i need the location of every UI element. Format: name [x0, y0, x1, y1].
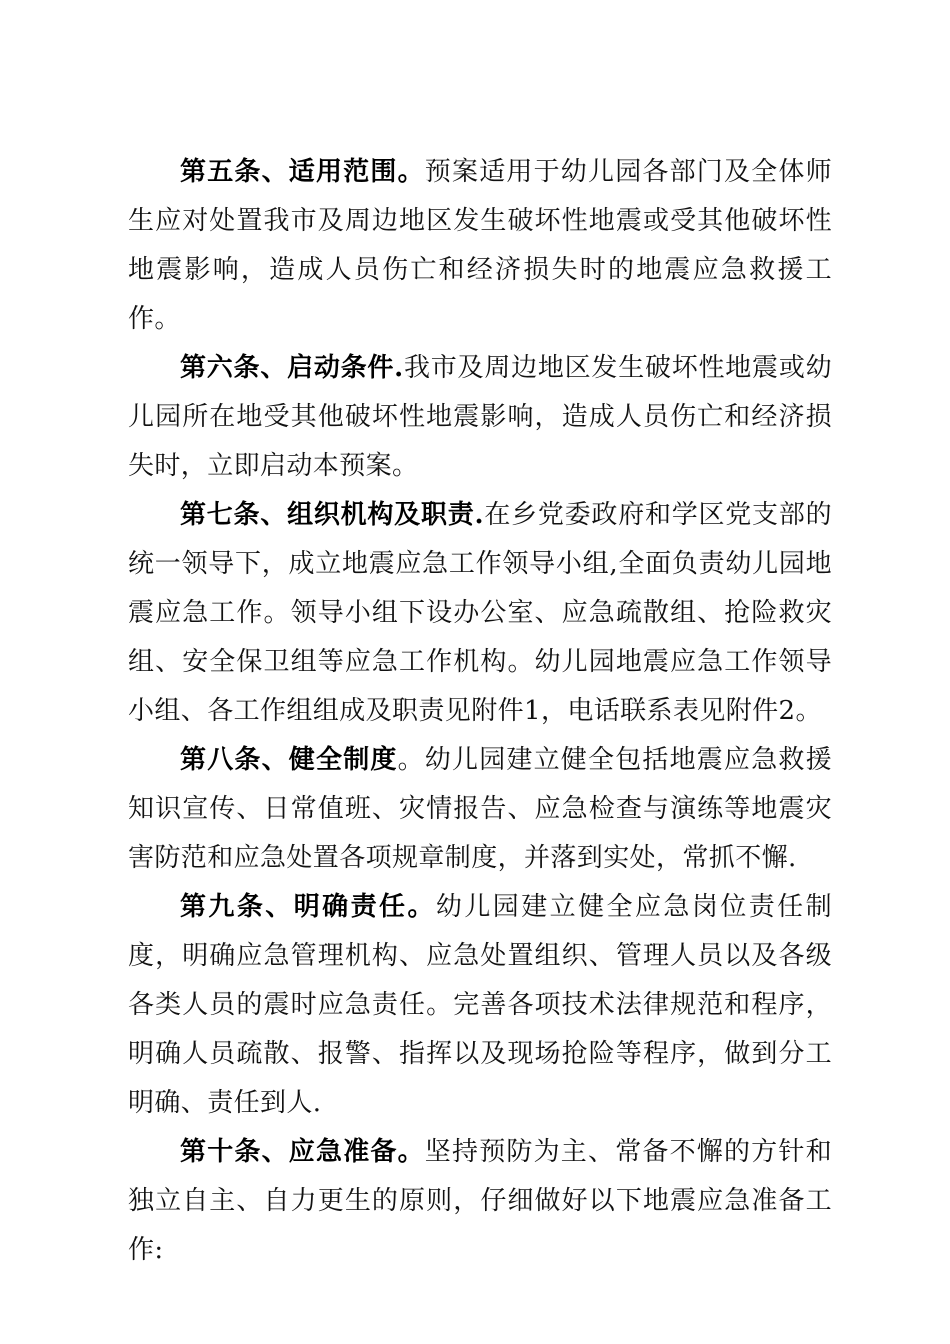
article-10-text: 坚持预防为主、常备不懈的方针和独立自主、自力更生的原则，仔细做好以下地震应急准备工作:: [128, 1137, 832, 1265]
article-7-paragraph: [128, 491, 832, 736]
article-9-paragraph: [128, 883, 832, 1128]
article-5-heading: 第五条、适用范围。: [180, 157, 425, 187]
article-6-text: 我市及周边地区发生破坏性地震或幼儿园所在地受其他破坏性地震影响，造成人员伤亡和经济损失时，立即启动本预案。: [128, 353, 832, 481]
article-5-text: 预案适用于幼儿园各部门及全体师生应对处置我市及周边地区发生破坏性地震或受其他破坏性地震影响，造成人员伤亡和经济损失时的地震应急救援工作。: [128, 157, 832, 334]
document-body: [128, 148, 832, 1275]
article-8-text: 。幼儿园建立健全包括地震应急救援知识宣传、日常值班、灾情报告、应急检查与演练等地震灾害防范和应急处置各项规章制度，并落到实处，常抓不懈.: [128, 745, 833, 873]
article-9-text: 幼儿园建立健全应急岗位责任制度，明确应急管理机构、应急处置组织、管理人员以及各级各类人员的震时应急责任。完善各项技术法律规范和程序，明确人员疏散、报警、指挥以及现场抢险等程序，做到分工明确、责任到人.: [128, 892, 832, 1118]
article-7-heading: 第七条、组织机构及职责.: [180, 500, 484, 530]
article-6-paragraph: [128, 344, 832, 491]
article-6-heading: 第六条、启动条件.: [180, 353, 404, 383]
article-10-paragraph: [128, 1128, 832, 1275]
article-5-paragraph: [128, 148, 832, 344]
article-10-heading: 第十条、应急准备。: [180, 1137, 425, 1167]
article-8-heading: 第八条、健全制度: [180, 745, 398, 775]
article-8-paragraph: [128, 736, 832, 883]
article-9-heading: 第九条、明确责任。: [180, 892, 436, 922]
article-7-text: 在乡党委政府和学区党支部的统一领导下，成立地震应急工作领导小组,全面负责幼儿园地震应急工作。领导小组下设办公室、应急疏散组、抢险救灾组、安全保卫组等应急工作机构。幼儿园地震应急工作领导小组、各工作组组成及职责见附件1，电话联系表见附件2。: [128, 500, 832, 726]
